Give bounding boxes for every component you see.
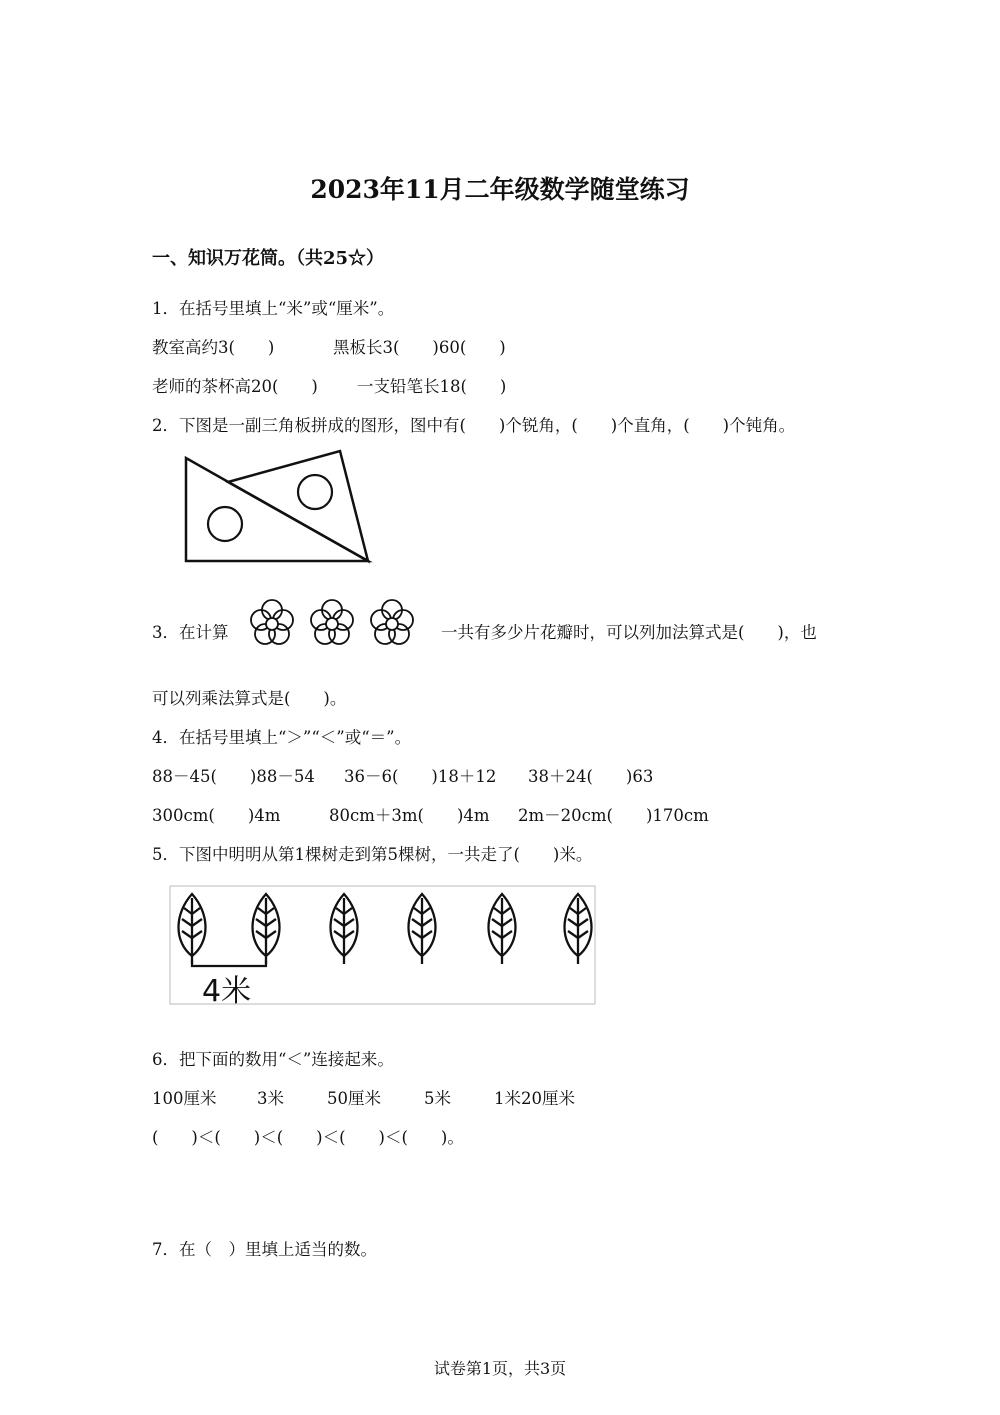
distance-label: 4米 [202, 974, 252, 1009]
q1-item-pencil: 一支铅笔长18( ) [357, 377, 507, 396]
q6-prompt: 6．把下面的数用“＜”连接起来。 [152, 1050, 394, 1069]
q1-item-cup: 老师的茶杯高20( ) [152, 377, 318, 396]
q6-item: 100厘米 [152, 1089, 217, 1108]
q1-item-blackboard: 黑板长3( )60( ) [333, 338, 506, 357]
q3-line2: 可以列乘法算式是( )。 [152, 689, 347, 708]
q5-prompt: 5．下图中明明从第1棵树走到第5棵树，一共走了( )米。 [152, 845, 593, 864]
q6-item: 3米 [257, 1089, 284, 1108]
q3-prefix: 3．在计算 [152, 623, 229, 642]
q3-suffix: 一共有多少片花瓣时，可以列加法算式是( )，也 [441, 623, 817, 642]
q1-item-classroom: 教室高约3( ) [152, 338, 275, 357]
q4-prompt: 4．在括号里填上“＞”“＜”或“＝”。 [152, 728, 412, 747]
q4-compare-5: 80cm＋3m( )4m [329, 806, 490, 825]
q4-compare-2: 36－6( )18＋12 [344, 767, 497, 786]
q4-compare-4: 300cm( )4m [152, 806, 281, 825]
q6-answer-line: ( )＜( )＜( )＜( )＜( )。 [152, 1128, 464, 1147]
q2-prompt: 2．下图是一副三角板拼成的图形，图中有( )个锐角，( )个直角，( )个钝角。 [152, 416, 796, 435]
q4-compare-6: 2m－20cm( )170cm [518, 806, 709, 825]
q1-prompt: 1．在括号里填上“米”或“厘米”。 [152, 299, 395, 318]
q6-item: 1米20厘米 [494, 1089, 575, 1108]
q6-item: 5米 [424, 1089, 451, 1108]
triangle-rulers-figure [180, 448, 380, 568]
page-footer: 试卷第1页，共3页 [433, 1359, 567, 1378]
q7-prompt: 7．在（ ）里填上适当的数。 [152, 1240, 377, 1259]
q6-item: 50厘米 [327, 1089, 381, 1108]
page-title: 2023年11月二年级数学随堂练习 [310, 175, 690, 204]
q4-compare-1: 88－45( )88－54 [152, 767, 315, 786]
q4-compare-3: 38＋24( )63 [528, 767, 654, 786]
flowers-figure [250, 598, 420, 654]
section-heading: 一、知识万花筒。（共25☆） [152, 248, 385, 269]
